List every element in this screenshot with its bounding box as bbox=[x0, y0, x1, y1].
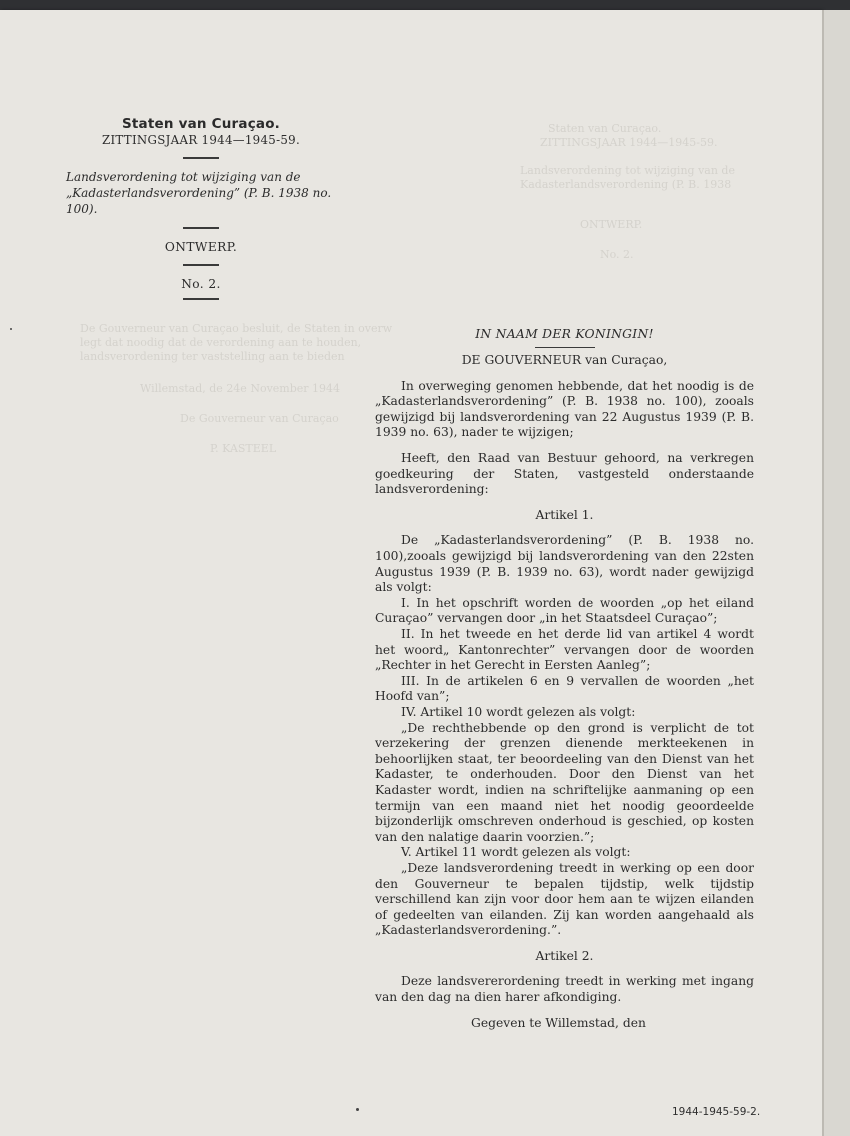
bleed-through-text: Landsverordening tot wijziging van de bbox=[520, 164, 735, 177]
bleed-through-text: ZITTINGSJAAR 1944—1945-59. bbox=[540, 136, 718, 149]
bleed-through-text: legt dat noodig dat de verordening aan te houden, bbox=[80, 336, 362, 349]
bleed-through-text: landsverordening ter vaststelling aan te bieden bbox=[80, 350, 345, 363]
paper-speck bbox=[10, 328, 12, 330]
article-2-title: Artikel 2. bbox=[535, 948, 594, 963]
bleed-through-text: Staten van Curaçao. bbox=[548, 122, 662, 135]
bleed-through-text: De Gouverneur van Curaçao besluit, de Staten in overw bbox=[80, 322, 393, 335]
invocation: IN NAAM DER KONINGIN! bbox=[475, 327, 654, 341]
paper-speck bbox=[356, 1108, 359, 1111]
document-page bbox=[0, 10, 822, 1136]
consideration-paragraph: In overweging genomen hebbende, dat het noodig is de „Kadasterlandsverordening” (P. B. 1938 no. 100), zooals gewijzigd bij landsverordening van 22 Augustus 1939 (P. B. 1939 no. 63), nader te wijzigen; bbox=[375, 378, 754, 440]
bleed-through-text: Kadasterlandsverordening (P. B. 1938 bbox=[520, 178, 732, 191]
article-2-text: Deze landsvererordening treedt in werking met ingang van den dag na dien harer afkondiging. bbox=[375, 974, 754, 1005]
page-edge bbox=[822, 10, 850, 1136]
article-1-intro: De „Kadasterlandsverordening” (P. B. 1938 no. 100),zooals gewijzigd bij landsverordening van den 22sten Augustus 1939 (P. B. 1939 no. 63), wordt nader gewijzigd als volgt: bbox=[375, 533, 754, 595]
draft-label: ONTWERP. bbox=[164, 240, 238, 254]
article-1-item-5-text: „Deze landsverordening treedt in werking op een door den Gouverneur te bepalen tijdstip, welk tijdstip verschillend kan zijn voor door hem aan te wijzen eilanden of gedeelten van eilanden. Zij kan worden aangehaald als „Kadasterlandsverordening.”. bbox=[375, 860, 754, 938]
article-1-item-4: IV. Artikel 10 wordt gelezen als volgt: bbox=[401, 704, 636, 719]
closing-line: Gegeven te Willemstad, den bbox=[471, 1015, 646, 1030]
bleed-through-text: De Gouverneur van Curaçao bbox=[180, 412, 339, 425]
article-1-title: Artikel 1. bbox=[535, 507, 594, 522]
divider bbox=[183, 157, 219, 159]
divider bbox=[183, 298, 219, 300]
article-1-item-3: III. In de artikelen 6 en 9 vervallen de woorden „het Hoofd van”; bbox=[375, 673, 754, 704]
title-block bbox=[66, 116, 336, 310]
article-1-item-1: I. In het opschrift worden de woorden „op het eiland Curaçao” vervangen door „in het Staatsdeel Curaçao”; bbox=[375, 595, 754, 626]
enactment-paragraph: Heeft, den Raad van Bestuur gehoord, na verkregen goedkeuring der Staten, vastgesteld onderstaande landsverordening: bbox=[375, 451, 754, 497]
divider bbox=[183, 264, 219, 266]
article-1-item-2: II. In het tweede en het derde lid van artikel 4 wordt het woord„ Kantonrechter” vervangen door de woorden „Rechter in het Gerecht in Eersten Aanleg”; bbox=[375, 627, 754, 673]
draft-number: No. 2. bbox=[181, 277, 221, 291]
document-title: Staten van Curaçao. bbox=[121, 116, 281, 132]
divider bbox=[535, 347, 595, 349]
body-text bbox=[375, 327, 754, 1031]
session-line: ZITTINGSJAAR 1944—1945-59. bbox=[101, 133, 301, 147]
bleed-through-text: Willemstad, de 24e November 1944 bbox=[140, 382, 341, 395]
bill-subject: Landsverordening tot wijziging van de „Kadasterlandsverordening” (P. B. 1938 no. 100). bbox=[66, 170, 332, 216]
article-1-item-5: V. Artikel 11 wordt gelezen als volgt: bbox=[401, 845, 631, 860]
article-1-item-4-text: „De rechthebbende op den grond is verplicht de tot verzekering der grenzen dienende merkteekenen in behoorlijken staat, ter beoordeeling van den Dienst van het Kadaster, te onderhouden. Door den Dienst van het Kadaster wordt, indien na schriftelijke aanmaning op een termijn van een maand niet het noodig geoordeelde bijzonderlijk omschreven onderhoud is geschied, op kosten van den nalatige daarin voorzien.”; bbox=[375, 720, 754, 844]
bleed-through-text: ONTWERP. bbox=[580, 218, 643, 231]
divider bbox=[183, 227, 219, 229]
document-code: 1944-1945-59-2. bbox=[672, 1106, 761, 1118]
governor-line: DE GOUVERNEUR van Curaçao, bbox=[461, 353, 668, 368]
bleed-through-text: P. KASTEEL bbox=[210, 442, 277, 455]
bleed-through-text: No. 2. bbox=[600, 248, 634, 261]
